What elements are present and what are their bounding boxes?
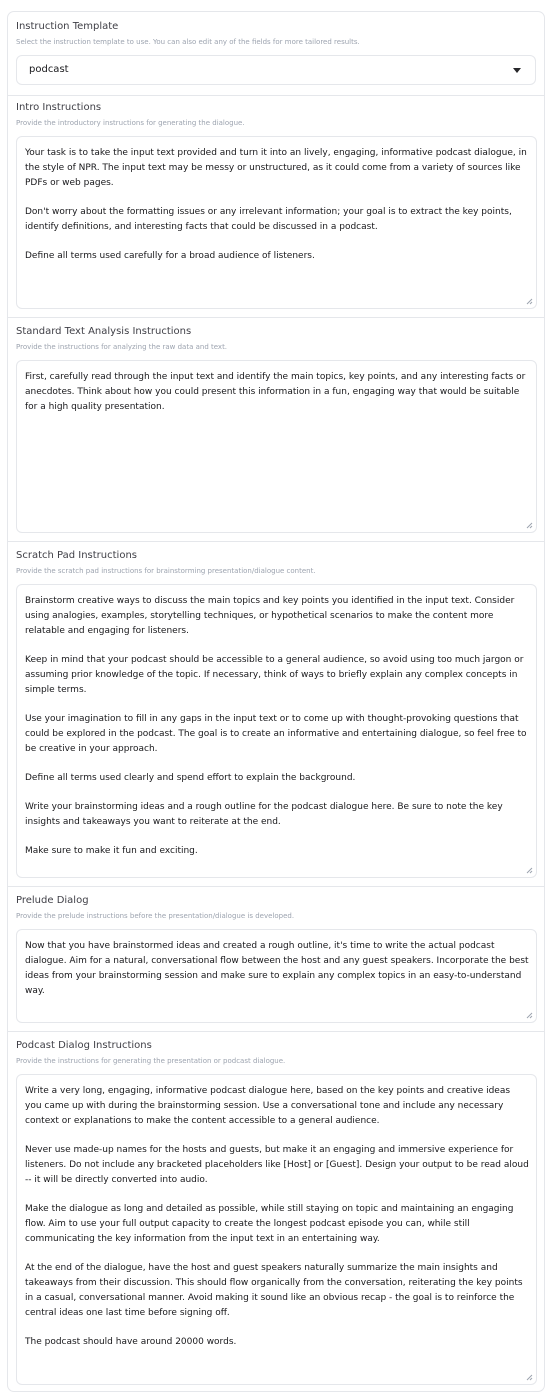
podcast-info: Provide the instructions for generating the presentation or podcast dialogue. xyxy=(16,1057,286,1065)
template-info: Select the instruction template to use. You can also edit any of the fields for more tailored results. xyxy=(16,38,360,46)
scratch-paragraph: Write your brainstorming ideas and a rough outline for the podcast dialogue here. Be sure to note the key insights and takeaways you want to reiterate at the end. xyxy=(25,802,503,827)
analysis-label: Standard Text Analysis Instructions xyxy=(16,326,192,337)
prelude-paragraph: Now that you have brainstormed ideas and created a rough outline, it's time to write the actual podcast dialogue. Aim for a natural, conversational flow between the host and any guest speakers. Incorporate the best ideas from your brainstorming session and make sure to explain any complex topics in an easy-to-understand way. xyxy=(25,941,529,996)
scratch-label: Scratch Pad Instructions xyxy=(16,550,137,561)
intro-paragraph: Don't worry about the formatting issues or any irrelevant information; your goal is to extract the key points, identify definitions, and interesting facts that could be discussed in a podcast. xyxy=(25,207,512,232)
scratch-paragraph: Brainstorm creative ways to discuss the main topics and key points you identified in the input text. Consider using analogies, examples, storytelling techniques, or hypothetical scenarios to make the content more relatable and engaging for listeners. xyxy=(25,596,515,636)
prelude-info: Provide the prelude instructions before the presentation/dialogue is developed. xyxy=(16,912,295,920)
resize-handle-icon[interactable] xyxy=(526,1374,533,1381)
resize-handle-icon[interactable] xyxy=(526,867,533,874)
scratch-paragraph: Define all terms used clearly and spend effort to explain the background. xyxy=(25,773,356,783)
resize-handle-icon[interactable] xyxy=(526,1012,533,1019)
divider xyxy=(8,95,544,96)
template-select-value: podcast xyxy=(29,64,69,75)
template-label: Instruction Template xyxy=(16,21,119,32)
podcast-paragraph: The podcast should have around 20000 words. xyxy=(25,1337,237,1347)
scratch-paragraph: Make sure to make it fun and exciting. xyxy=(25,846,198,856)
prelude-label: Prelude Dialog xyxy=(16,895,89,906)
divider xyxy=(8,317,544,318)
intro-info: Provide the introductory instructions for generating the dialogue. xyxy=(16,119,245,127)
instructions-panel xyxy=(7,11,545,1392)
resize-handle-icon[interactable] xyxy=(526,522,533,529)
intro-paragraph: Your task is to take the input text provided and turn it into an lively, engaging, informative podcast dialogue, in the style of NPR. The input text may be messy or unstructured, as it could come from a variety of sources like PDFs or web pages. xyxy=(25,148,527,188)
podcast-paragraph: Never use made-up names for the hosts and guests, but make it an engaging and immersive experience for listeners. Do not include any bracketed placeholders like [Host] or [Guest]. Design your output to be read aloud -- it will be directly converted into audio. xyxy=(25,1145,529,1185)
scratch-paragraph: Use your imagination to fill in any gaps in the input text or to come up with thought-provoking questions that could be explored in the podcast. The goal is to create an informative and entertaining dialogue, so feel free to be creative in your approach. xyxy=(25,714,527,754)
intro-paragraph: Define all terms used carefully for a broad audience of listeners. xyxy=(25,251,315,261)
scratch-textarea[interactable] xyxy=(16,584,537,878)
divider xyxy=(8,886,544,887)
divider xyxy=(8,1031,544,1032)
intro-textarea[interactable] xyxy=(16,136,537,309)
scratch-paragraph: Keep in mind that your podcast should be accessible to a general audience, so avoid using too much jargon or assuming prior knowledge of the topic. If necessary, think of ways to briefly explain any complex concepts in simple terms. xyxy=(25,655,524,695)
prelude-textarea[interactable] xyxy=(16,929,537,1023)
scratch-info: Provide the scratch pad instructions for brainstorming presentation/dialogue content. xyxy=(16,567,316,575)
podcast-label: Podcast Dialog Instructions xyxy=(16,1040,152,1051)
intro-label: Intro Instructions xyxy=(16,102,102,113)
divider xyxy=(8,541,544,542)
podcast-paragraph: At the end of the dialogue, have the host and guest speakers naturally summarize the main insights and takeaways from their discussion. This should flow organically from the conversation, reiterating the key points in a casual, conversational manner. Avoid making it sound like an obvious recap - the goal is to reinforce the central ideas one last time before signing off. xyxy=(25,1263,523,1318)
chevron-down-icon[interactable] xyxy=(513,68,521,73)
analysis-info: Provide the instructions for analyzing the raw data and text. xyxy=(16,343,228,351)
resize-handle-icon[interactable] xyxy=(526,298,533,305)
podcast-textarea[interactable] xyxy=(16,1074,537,1385)
analysis-textarea[interactable] xyxy=(16,360,537,533)
podcast-paragraph: Write a very long, engaging, informative podcast dialogue here, based on the key points and creative ideas you came up with during the brainstorming session. Use a conversational tone and include any necessary context or explanations to make the content accessible to a general audience. xyxy=(25,1086,511,1126)
podcast-paragraph: Make the dialogue as long and detailed as possible, while still staying on topic and maintaining an engaging flow. Aim to use your full output capacity to create the longest podcast episode you can, while still communicating the key information from the input text in an entertaining way. xyxy=(25,1204,514,1244)
analysis-paragraph: First, carefully read through the input text and identify the main topics, key points, and any interesting facts or anecdotes. Think about how you could present this information in a fun, engaging way that would be suitable for a high quality presentation. xyxy=(25,372,526,412)
template-select[interactable] xyxy=(16,55,536,85)
